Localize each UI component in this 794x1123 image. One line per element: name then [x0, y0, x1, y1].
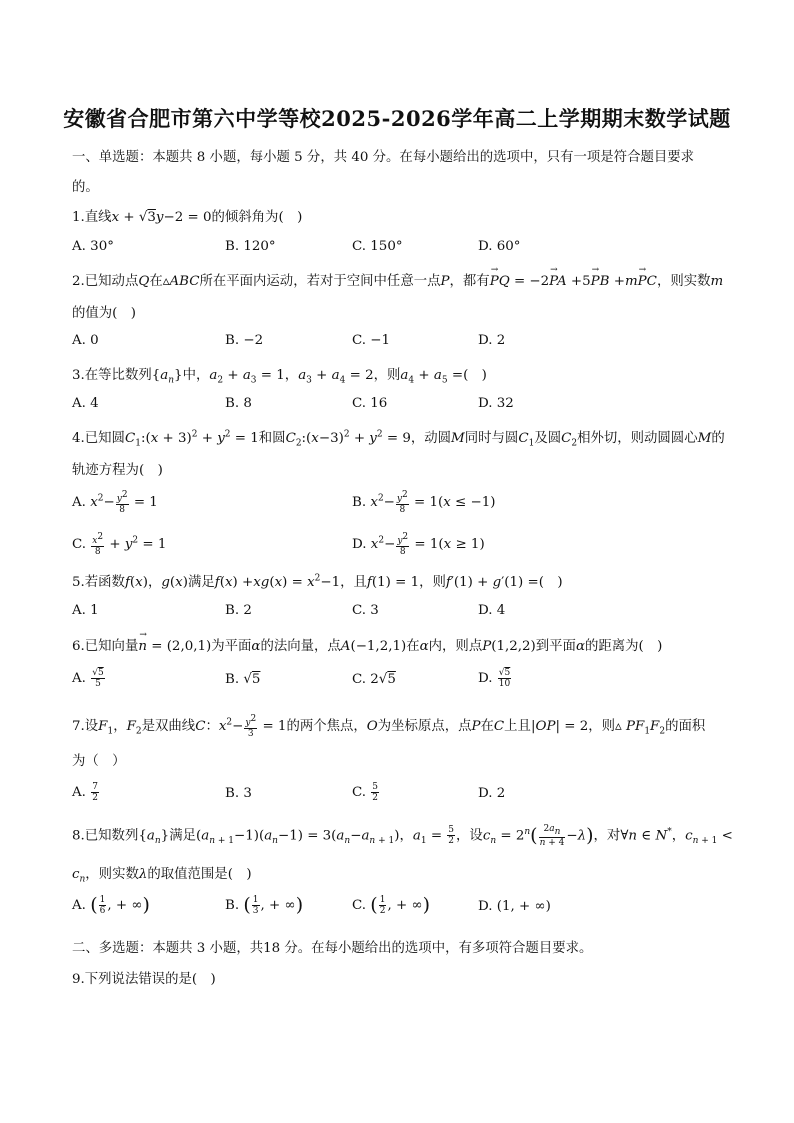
question-text: ，则 [419, 575, 446, 590]
option-label: B. [225, 672, 240, 687]
question-7-cont: 为（ ） [72, 754, 126, 769]
question-2-cont: 的值为( ) [72, 306, 137, 321]
q5-option-b[interactable]: B. 2 [225, 603, 252, 618]
section1-heading [72, 146, 694, 165]
question-9 [72, 968, 216, 987]
question-text: ， [671, 828, 686, 844]
question-text: 的距离为( ) [584, 639, 663, 654]
question-text: ，设 [456, 828, 483, 844]
q4-option-d[interactable]: D. $x^2-$ $\frac{y^2}{8}$ = 1(x ≥ 1) [352, 532, 485, 557]
question-text: 已知数列 [84, 828, 139, 844]
question-text: ， [147, 575, 162, 590]
question-8: 8.已知数列$\{a_n\}$满足$(a_{n + 1}-1)(a_n-1) = 3(a_n-a_{n + 1})$，$a_1$ = $\frac{5}{2}$ ，设$c_n = 2^n$( $\frac{2a_n}{n + 4}$ −λ)，对∀n ∈ N*，$c_{n + 1}$ < [72, 824, 733, 848]
q3-option-d[interactable]: D. 32 [478, 396, 514, 411]
question-text: ，则 [588, 719, 616, 734]
question-text: ，对 [593, 828, 621, 844]
question-text: ，动圆 [410, 431, 452, 446]
q4-option-a[interactable]: A. $x^2-$ $\frac{y^2}{8}$ = 1 [72, 490, 158, 515]
question-4-cont: 轨迹方程为( ) [72, 463, 163, 478]
question-text: 已知圆 [84, 431, 125, 446]
question-text: 到平面 [535, 639, 576, 654]
question-number: 5. [72, 575, 85, 590]
question-text: 相外切，则动圆圆心 [577, 431, 698, 446]
question-text: 中， [182, 368, 210, 383]
q7-option-c[interactable]: C. $\frac{5}{2}$ [352, 782, 379, 803]
question-text: 满足 [169, 828, 196, 844]
q8-option-c[interactable]: C. ( $\frac{1}{2}$ , + ∞) [352, 894, 431, 916]
q8-option-b[interactable]: B. ( $\frac{1}{3}$ , + ∞) [225, 894, 304, 916]
question-6: 6.已知向量→ n = (2,0,1)为平面α的法向量，点A(−1,2,1)在α内，则点P(1,2,2)到平面α的距离为( ) [72, 635, 662, 654]
question-number: 3. [72, 368, 85, 383]
option-label: A. [72, 671, 86, 686]
question-text: 在 [480, 719, 494, 734]
q1-option-d[interactable]: D. 60° [478, 239, 521, 254]
q6-option-b[interactable]: B. √5 [225, 672, 261, 687]
question-7: 7.设$F_1$，$F_2$是双曲线C：$x^2-$ $\frac{y^2}{3}$ = 1的两个焦点，O为坐标原点，点P在C上且|OP| = 2，则▵ $PF_1F_2$的面积 [72, 714, 706, 739]
option-label: D. [478, 671, 493, 686]
question-number: 7. [72, 719, 85, 734]
question-text: 为平面 [211, 639, 252, 654]
question-3: 3.在等比数列$\{a_n\}$中，$a_2 + a_3 = 1$，$a_3 + a_4 = 2$，则$a_4 + a_5$ =( ) [72, 368, 487, 386]
question-text: 设 [84, 719, 99, 734]
question-text: ，则实数 [85, 867, 139, 882]
question-text: 若函数 [84, 575, 125, 590]
q2-option-b[interactable]: B. −2 [225, 333, 264, 348]
question-text: ，则 [373, 368, 401, 383]
question-text: 的法向量，点 [260, 639, 341, 654]
q6-option-c[interactable]: C. 2√5 [352, 672, 396, 687]
q6-option-a[interactable]: A. $\frac{√5}{5}$ [72, 668, 104, 689]
question-text: 的倾斜角为( ) [211, 210, 303, 225]
question-text: ( ) [538, 575, 563, 590]
option-label: C. [352, 672, 367, 687]
q7-option-a[interactable]: A. $\frac{7}{2}$ [72, 782, 98, 803]
option-label: C. [352, 898, 367, 913]
q1-option-c[interactable]: C. 150° [352, 239, 403, 254]
question-text: 在等比数列 [84, 368, 152, 383]
question-8-cont: $c_n$，则实数λ的取值范围是( ) [72, 867, 252, 885]
question-text: 已知动点 [84, 274, 139, 289]
question-text: 的面积 [665, 719, 706, 734]
option-label: D. [478, 899, 493, 914]
question-text: 为坐标原点，点 [377, 719, 472, 734]
q3-option-c[interactable]: C. 16 [352, 396, 388, 411]
section1-heading-text: 一、单选题：本题共 8 小题，每小题 5 分，共 40 分。在每小题给出的选项中，只有一项是符合题目要求 [72, 150, 695, 165]
question-text: ，都有 [449, 274, 490, 289]
question-2: 2.已知动点Q在▵ABC所在平面内运动，若对于空间中任意一点P，都有→ PQ = −2→ PA +5→ PB +m→ PC，则实数m [72, 270, 723, 289]
question-text: 内，则点 [428, 639, 483, 654]
question-text: ( ) [463, 368, 487, 383]
question-4: 4.已知圆$C_1:(x + 3)^2 + y^2 = 1$和圆$C_2:(x-3)^2 + y^2 = 9$，动圆M同时与圆$C_1$及圆$C_2$相外切，则动圆圆心M的 [72, 429, 725, 449]
question-text: 下列说法错误的是( ) [84, 972, 216, 987]
question-text: ， [399, 828, 413, 844]
option-label: B. [225, 898, 240, 913]
q1-option-a[interactable]: A. 30° [72, 239, 114, 254]
q8-option-a[interactable]: A. ( $\frac{1}{6}$ , + ∞) [72, 894, 150, 916]
question-text: 直线 [84, 210, 112, 225]
question-text: 是双曲线 [141, 719, 196, 734]
question-text: 和圆 [258, 431, 286, 446]
q4-option-b[interactable]: B. $x^2-$ $\frac{y^2}{8}$ = 1(x ≤ −1) [352, 490, 496, 515]
question-text: 及圆 [534, 431, 562, 446]
option-label: A. [72, 898, 86, 913]
q5-option-c[interactable]: C. 3 [352, 603, 379, 618]
q1-option-b[interactable]: B. 120° [225, 239, 276, 254]
question-text: ，且 [340, 575, 367, 590]
option-label: C. [352, 785, 367, 800]
question-text: 的取值范围是( ) [147, 867, 252, 882]
question-text: 满足 [187, 575, 215, 590]
q7-option-b[interactable]: B. 3 [225, 786, 252, 801]
question-number: 9. [72, 972, 85, 987]
q2-option-a[interactable]: A. 0 [72, 333, 99, 348]
question-number: 2. [72, 274, 85, 289]
q3-option-b[interactable]: B. 8 [225, 396, 252, 411]
question-text: ， [284, 368, 299, 383]
option-label: B. [352, 495, 367, 510]
q4-option-c[interactable]: C. $\frac{x^2}{8}$ + $y^2 = 1$ [72, 532, 167, 557]
q7-option-d[interactable]: D. 2 [478, 786, 506, 801]
question-text: 所在平面内运动，若对于空间中任意一点 [199, 274, 441, 289]
question-text: 上且 [504, 719, 531, 734]
option-label: D. [352, 537, 367, 552]
question-text: ， [113, 719, 127, 734]
question-text: 的两个焦点， [286, 719, 367, 734]
question-1: 1.直线x + √3y−2 = 0的倾斜角为( ) [72, 210, 303, 225]
question-number: 6. [72, 639, 85, 654]
q6-option-d[interactable]: D. $\frac{√5}{10}$ [478, 668, 511, 689]
question-number: 4. [72, 431, 85, 446]
q5-option-a[interactable]: A. 1 [72, 603, 99, 618]
q3-option-a[interactable]: A. 4 [72, 396, 99, 411]
question-text: ： [205, 719, 219, 734]
question-text: ，则实数 [656, 274, 711, 289]
q2-option-c[interactable]: C. −1 [352, 333, 391, 348]
q2-option-d[interactable]: D. 2 [478, 333, 506, 348]
section1-heading-cont: 的。 [72, 180, 99, 195]
question-number: 8. [72, 828, 85, 844]
q8-option-d[interactable]: D. (1, + ∞) [478, 899, 551, 914]
question-text: 的 [711, 431, 725, 446]
question-5: 5.若函数f(x)，g(x)满足$f(x) +xg(x) = x^2-1$，且f(1) = 1，则f′(1) + g′(1) =( ) [72, 573, 563, 590]
question-text: 同时与圆 [464, 431, 519, 446]
q5-option-d[interactable]: D. 4 [478, 603, 506, 618]
section2-heading: 二、多选题：本题共 3 小题，共18 分。在每小题给出的选项中，有多项符合题目要求。 [72, 941, 593, 956]
question-text: 已知向量 [84, 639, 139, 654]
question-text: 在 [149, 274, 163, 289]
question-text: 在 [406, 639, 420, 654]
question-number: 1. [72, 210, 85, 225]
page-title: 安徽省合肥市第六中学等校2025-2026学年高二上学期期末数学试题 [63, 106, 731, 131]
option-label: C. [72, 537, 87, 552]
option-label: A. [72, 495, 86, 510]
option-label: A. [72, 785, 86, 800]
